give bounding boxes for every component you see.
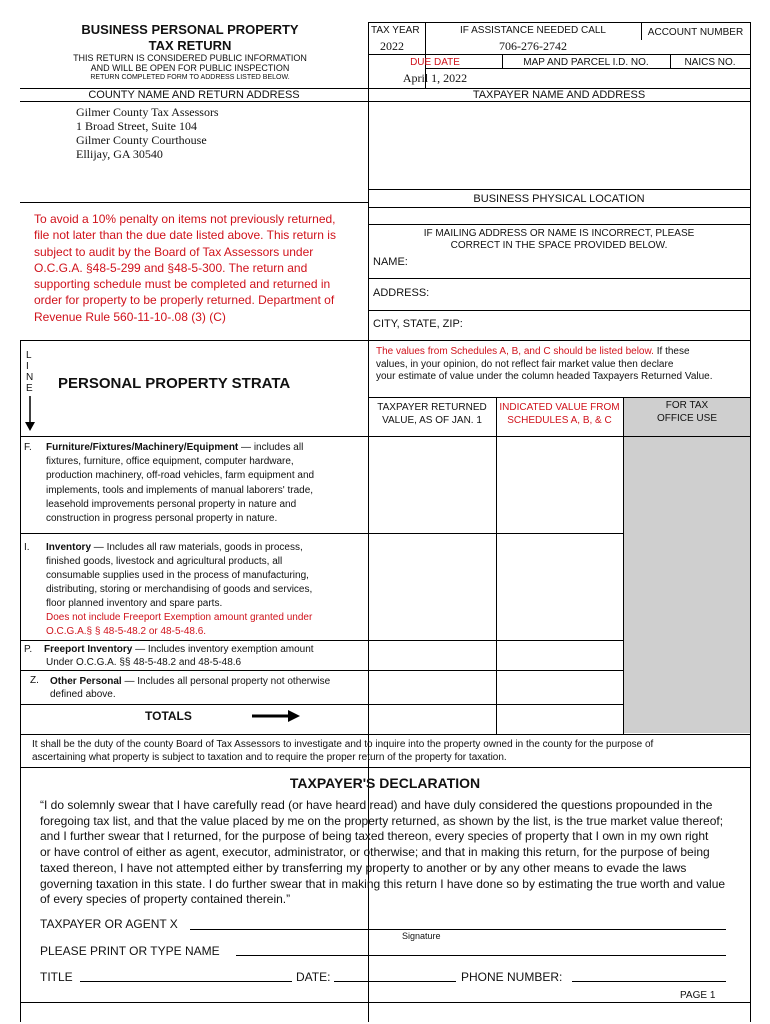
tax-year-label: TAX YEAR xyxy=(371,25,420,36)
signature-field[interactable] xyxy=(190,916,726,930)
penalty-line5: supporting schedule must be completed and returned in xyxy=(34,277,331,292)
name-rule xyxy=(368,278,750,279)
taxpayer-agent-label: TAXPAYER OR AGENT X xyxy=(40,917,178,931)
values-instructions-black: If these xyxy=(656,346,690,357)
line-letter-n: N xyxy=(26,372,34,383)
col2-header-line1: INDICATED VALUE FROM xyxy=(499,402,620,413)
row-p-line2: Under O.C.G.A. §§ 48-5-48.2 and 48-5-48.6 xyxy=(46,657,242,668)
return-note: RETURN COMPLETED FORM TO ADDRESS LISTED BELOW. xyxy=(90,74,290,81)
city-state-zip-field[interactable] xyxy=(470,313,748,337)
row-z-letter: Z. xyxy=(30,675,39,686)
totals-bottom-rule xyxy=(20,734,750,735)
public-info-line2: AND WILL BE OPEN FOR PUBLIC INSPECTION xyxy=(90,63,290,73)
account-number-label: ACCOUNT NUMBER xyxy=(647,27,744,38)
county-address-line2: 1 Broad Street, Suite 104 xyxy=(76,119,197,133)
tax-year-value: 2022 xyxy=(380,39,404,53)
row-i-letter: I. xyxy=(24,542,30,553)
totals-taxpayer-value-field[interactable] xyxy=(369,705,495,733)
tax-office-use-column xyxy=(624,398,750,733)
incorrect-address-note xyxy=(368,228,750,252)
col1-header-line2: VALUE, AS OF JAN. 1 xyxy=(382,415,482,426)
row-p-title: Freeport Inventory xyxy=(44,644,133,655)
taxpayer-box-rule xyxy=(368,189,750,190)
line-letter-e: E xyxy=(26,383,33,394)
col1-header-line1: TAXPAYER RETURNED xyxy=(377,402,487,413)
city-state-zip-label: CITY, STATE, ZIP: xyxy=(373,318,463,330)
row-f-line4: implements, tools and implements of manual laborers' trade, xyxy=(46,484,314,496)
map-parcel-label: MAP AND PARCEL I.D. NO. xyxy=(523,57,649,68)
declaration-line2: foregoing tax list, and that the value placed by me on the property returned, as shown by the list, is the true market value thereof; xyxy=(40,813,724,828)
row-i-line4: distributing, storing or merchandising of goods and services, xyxy=(46,584,313,595)
header-low-rule xyxy=(425,68,750,69)
address-field[interactable] xyxy=(430,281,748,307)
public-info-line1: THIS RETURN IS CONSIDERED PUBLIC INFORMATION xyxy=(73,53,307,63)
penalty-line7: Revenue Rule 560-11-10-.08 (3) (C) xyxy=(34,309,226,324)
form-title-line1: BUSINESS PERSONAL PROPERTY xyxy=(81,22,299,37)
row-i-line3: consumable supplies used in the process of manufacturing, xyxy=(46,570,309,581)
line-vertical-label xyxy=(26,350,33,394)
row-f-letter: F. xyxy=(24,442,32,453)
left-border xyxy=(20,340,21,740)
county-label-rule xyxy=(20,101,368,102)
county-address-line1: Gilmer County Tax Assessors xyxy=(76,105,219,119)
values-instructions xyxy=(376,346,746,384)
declaration-line6: governing taxation in this state. I do further swear that in making this return I have done so by estimating the true worth and value xyxy=(40,876,726,891)
public-info-note xyxy=(40,53,340,73)
header-mid-rule xyxy=(368,54,750,55)
county-address-line3: Gilmer County Courthouse xyxy=(76,133,207,147)
declaration-title: TAXPAYER'S DECLARATION xyxy=(289,775,481,791)
row-i-line1: — Includes all raw materials, goods in process, xyxy=(91,542,303,553)
row-p-taxpayer-value-field[interactable] xyxy=(369,641,495,670)
declaration-line1: “I do solemnly swear that I have carefully read (or have heard read) and have duly considered the questions propounded in the xyxy=(40,798,713,812)
assistance-phone: 706-276-2742 xyxy=(499,39,567,53)
declaration-line7: of every species of property contained therein.” xyxy=(40,892,291,907)
right-border xyxy=(750,22,751,1022)
row-f-taxpayer-value-field[interactable] xyxy=(369,437,495,532)
totals-label: TOTALS xyxy=(145,709,192,723)
physical-location-field[interactable] xyxy=(369,208,749,223)
due-date-label: DUE DATE xyxy=(410,57,460,68)
date-label: DATE: xyxy=(296,970,331,984)
penalty-line3: subject to audit by the Board of Tax Assessors under xyxy=(34,244,314,259)
strata-title: PERSONAL PROPERTY STRATA xyxy=(58,375,291,392)
duty-line2: ascertaining what property is subject to taxation and to require the proper return of the property for taxation. xyxy=(32,752,507,763)
duty-line1: It shall be the duty of the county Board of Tax Assessors to investigate and to inquire into the property owned in the county for the purpose of xyxy=(32,739,654,750)
down-arrow-icon xyxy=(24,396,36,432)
col3-header-line2: OFFICE USE xyxy=(656,413,717,424)
row-f-line1: — includes all xyxy=(238,442,304,453)
incorrect-note-line1: IF MAILING ADDRESS OR NAME IS INCORRECT, PLEASE xyxy=(423,228,695,239)
row-f-title: Furniture/Fixtures/Machinery/Equipment xyxy=(46,442,239,453)
row-p-description xyxy=(44,643,354,669)
print-name-label: PLEASE PRINT OR TYPE NAME xyxy=(40,944,220,958)
col2-header-line2: SCHEDULES A, B, & C xyxy=(507,415,612,426)
taxpayer-name-address-field[interactable] xyxy=(369,102,749,188)
row-i-line5: floor planned inventory and spare parts. xyxy=(46,598,223,609)
page-bottom-rule xyxy=(20,1002,750,1003)
duty-bottom-rule xyxy=(20,767,750,768)
assistance-label: IF ASSISTANCE NEEDED CALL xyxy=(460,25,606,36)
form-title-line2: TAX RETURN xyxy=(148,38,232,53)
row-z-line2: defined above. xyxy=(50,689,116,700)
title-field[interactable] xyxy=(80,968,292,982)
penalty-line2: file not later than the due date listed above. This return is xyxy=(34,228,336,243)
row-f-line3: production machinery, off-road vehicles, farm equipment and xyxy=(46,470,315,482)
penalty-line6: order for property to be properly returned. Department of xyxy=(34,293,335,308)
name-label: NAME: xyxy=(373,256,408,268)
row-i-freeport-note1: Does not include Freeport Exemption amount granted under xyxy=(46,612,313,623)
title-label: TITLE xyxy=(40,970,73,984)
form-title xyxy=(40,22,340,54)
row-z-line1: — Includes all personal property not otherwise xyxy=(121,676,331,687)
naics-label: NAICS NO. xyxy=(684,57,736,68)
row-p-line1: — Includes inventory exemption amount xyxy=(132,644,314,655)
row-f-description xyxy=(46,441,352,526)
county-label: COUNTY NAME AND RETURN ADDRESS xyxy=(88,89,300,101)
physical-location-bottom-rule xyxy=(368,224,750,225)
declaration-line3: and I further swear that I returned, for the purpose of being taxed thereon, every species of property that I own in my own right xyxy=(40,829,709,844)
address-rule xyxy=(368,310,750,311)
values-instructions-red: The values from Schedules A, B, and C should be listed below. xyxy=(376,346,654,357)
phone-field[interactable] xyxy=(572,968,726,982)
county-address-line4: Ellijay, GA 30540 xyxy=(76,147,163,161)
right-arrow-icon xyxy=(252,709,302,723)
col-indicated-value-header xyxy=(496,401,623,427)
row-z-taxpayer-value-field[interactable] xyxy=(369,671,495,703)
taxpayer-label: TAXPAYER NAME AND ADDRESS xyxy=(472,89,646,101)
col-tax-office-header xyxy=(624,399,750,425)
row-i-description xyxy=(46,541,352,639)
incorrect-note-line2: CORRECT IN THE SPACE PROVIDED BELOW. xyxy=(450,240,668,251)
row-z-indicated-value-field[interactable] xyxy=(497,671,622,703)
physical-location-label: BUSINESS PHYSICAL LOCATION xyxy=(473,193,645,205)
row-i-line2: finished goods, livestock and agricultural products, all xyxy=(46,556,283,567)
name-field[interactable] xyxy=(410,253,748,273)
county-bottom-rule xyxy=(20,202,368,203)
declaration-text xyxy=(40,798,738,908)
penalty-line4: O.C.G.A. §48-5-299 and §48-5-300. The return and xyxy=(34,260,308,275)
due-date-value: April 1, 2022 xyxy=(402,71,468,85)
row-f-indicated-value-field[interactable] xyxy=(497,437,622,532)
row-z-description xyxy=(50,675,356,701)
address-block-bottom-rule xyxy=(20,340,750,341)
row-i-indicated-value-field[interactable] xyxy=(497,534,622,640)
col-taxpayer-returned-header xyxy=(368,401,496,427)
penalty-line1: To avoid a 10% penalty on items not previously returned, xyxy=(34,212,336,226)
signature-caption: Signature xyxy=(402,931,441,941)
print-name-field[interactable] xyxy=(236,942,726,956)
date-field[interactable] xyxy=(334,968,456,982)
row-f-line5: leasehold improvements personal property in nature and xyxy=(46,498,297,510)
phone-label: PHONE NUMBER: xyxy=(461,970,563,984)
row-i-taxpayer-value-field[interactable] xyxy=(369,534,495,640)
row-i-title: Inventory xyxy=(46,542,92,553)
line-letter-l: L xyxy=(26,350,32,361)
row-p-letter: P. xyxy=(24,644,33,655)
line-letter-i: I xyxy=(26,361,29,372)
declaration-line5: taxed thereon, I have not attempted either by transferring my property to another or by any other means to evade the laws xyxy=(40,860,687,875)
row-z-title: Other Personal xyxy=(50,676,122,687)
penalty-notice xyxy=(34,211,356,325)
row-p-indicated-value-field[interactable] xyxy=(497,641,622,670)
row-f-line6: construction in progress personal property in nature. xyxy=(46,513,278,525)
row-i-freeport-note2: O.C.G.A.§ § 48-5-48.2 or 48-5-48.6. xyxy=(46,626,207,637)
col3-header-line1: FOR TAX xyxy=(665,400,709,411)
declaration-line4: or have control of either as agent, executor, administrator, or otherwise; and that in making this return, for the purpose of being xyxy=(40,845,710,860)
duty-statement xyxy=(32,738,748,764)
page-number: PAGE 1 xyxy=(680,990,716,1001)
county-address xyxy=(76,105,219,161)
values-instructions-line2: values, in your opinion, do not reflect fair market value then declare xyxy=(376,358,674,370)
totals-indicated-value-field[interactable] xyxy=(497,705,622,733)
values-instructions-line3: your estimate of value under the column headed Taxpayers Returned Value. xyxy=(376,371,713,382)
address-label: ADDRESS: xyxy=(373,287,430,299)
row-f-line2: fixtures, furniture, office equipment, computer hardware, xyxy=(46,456,294,468)
